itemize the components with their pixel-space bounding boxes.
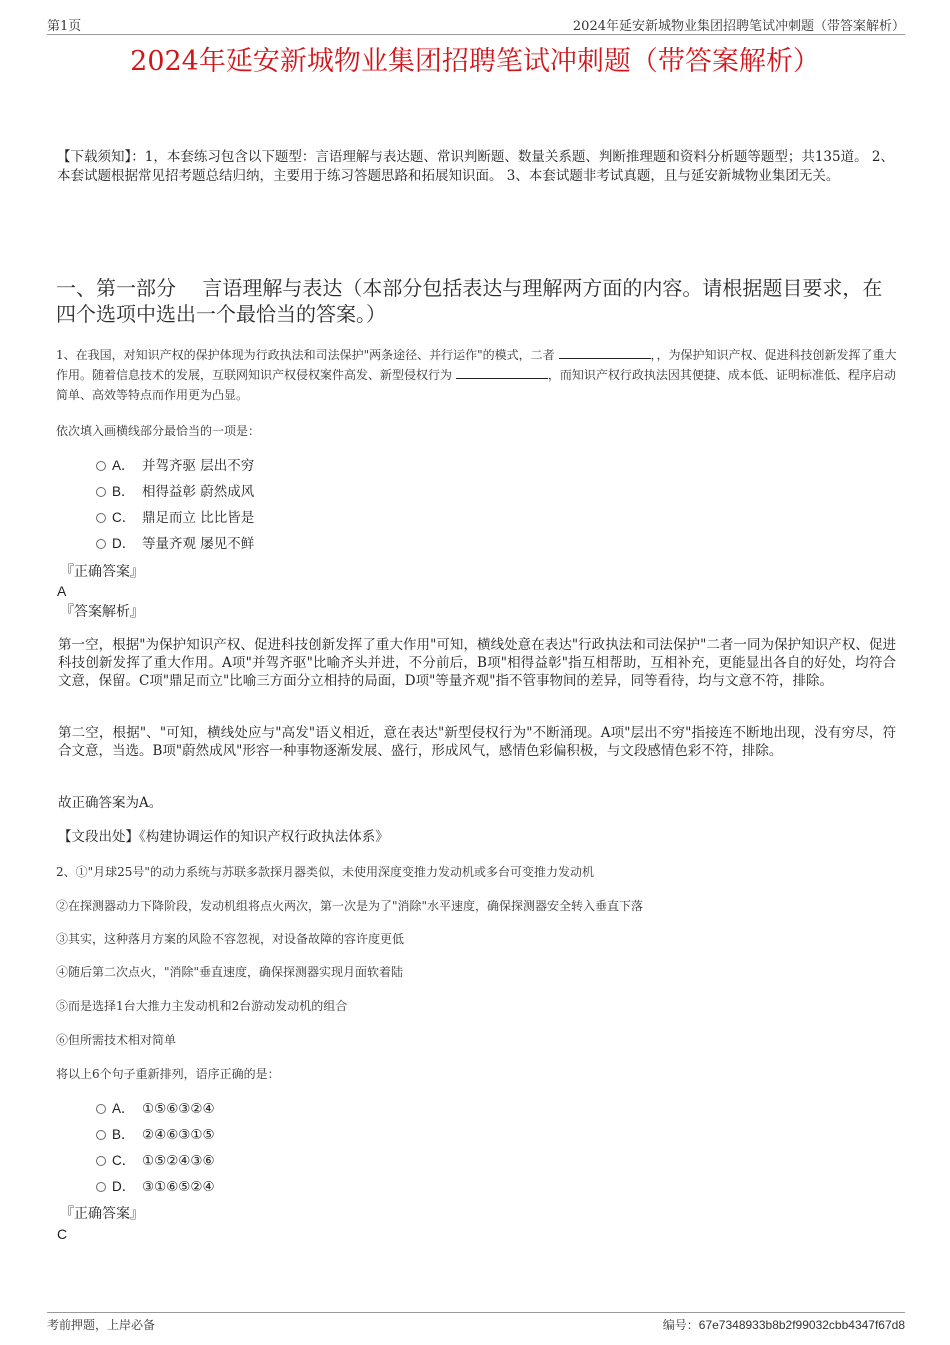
page-number: 第1页 bbox=[47, 19, 82, 34]
radio-icon[interactable] bbox=[96, 1130, 106, 1140]
q1-source: 【文段出处】《构建协调运作的知识产权行政执法体系》 bbox=[58, 829, 389, 845]
section-heading: 一、第一部分 言语理解与表达（本部分包括表达与理解两方面的内容。请根据题目要求，在四个选项中选出一个最恰当的答案。） bbox=[56, 276, 883, 326]
q1-analysis-1: 第一空，根据"为保护知识产权、促进科技创新发挥了重大作用"可知，横线处意在表达"行政执法和司法保护"二者一同为保护知识产权、促进科技创新发挥了重大作用。A项"并驾齐驱"比喻齐头并进，不分前后，B项"相得益彰"指互相帮助，互相补充，更能显出各自的好处，均符合文意，保留。C项"鼎足而立"比喻三方面分立相持的局面，D项"等量齐观"指不管事物间的差异，同等看待，均与文意不符，排除。 bbox=[58, 637, 896, 689]
q2-answer-label: 『正确答案』 bbox=[60, 1206, 144, 1222]
q2-option-b[interactable]: B． ②④⑥③①⑤ bbox=[96, 1125, 215, 1145]
footer-code: 编号：67e7348933b8b2f99032cbb4347f67d8 bbox=[662, 1318, 905, 1332]
q1-prompt: 依次填入画横线部分最恰当的一项是： bbox=[56, 424, 261, 438]
document-title: 2024年延安新城物业集团招聘笔试冲刺题（带答案解析） bbox=[130, 46, 820, 77]
page-footer bbox=[47, 1312, 905, 1335]
footer-slogan: 考前押题，上岸必备 bbox=[47, 1318, 156, 1332]
q2-option-d[interactable]: D． ③①⑥⑤②④ bbox=[96, 1177, 215, 1197]
radio-icon[interactable] bbox=[96, 1104, 106, 1114]
q2-sentence-2: ②在探测器动力下降阶段，发动机组将点火两次，第一次是为了"消除"水平速度，确保探测器安全转入垂直下落 bbox=[56, 899, 644, 913]
q1-analysis-conclusion: 故正确答案为A。 bbox=[58, 795, 163, 811]
q1-stem: 1、在我国，对知识产权的保护体现为行政执法和司法保护"两条途径、并行运作"的模式，二者 ，，为保护知识产权、促进科技创新发挥了重大作用。随着信息技术的发展，互联网知识产权侵权案件高发、新型侵权行为 ，而知识产权行政执法因其便捷、成本低、证明标准低、程序启动简单、高效等特点而作用更为凸显。 bbox=[56, 348, 897, 402]
radio-icon[interactable] bbox=[96, 1182, 106, 1192]
q2-prompt: 将以上6个句子重新排列，语序正确的是： bbox=[56, 1067, 280, 1081]
q1-blank-2 bbox=[456, 368, 548, 379]
q1-blank-1 bbox=[559, 348, 651, 359]
q2-sentence-5: ⑤而是选择1台大推力主发动机和2台游动发动机的组合 bbox=[56, 999, 348, 1013]
radio-icon[interactable] bbox=[96, 539, 106, 549]
header-doc-title: 2024年延安新城物业集团招聘笔试冲刺题（带答案解析） bbox=[572, 19, 905, 34]
q2-sentence-1: 2、①"月球25号"的动力系统与苏联多款探月器类似，未使用深度变推力发动机或多台可变推力发动机 bbox=[56, 865, 594, 879]
q1-option-c[interactable]: C． 鼎足而立 比比皆是 bbox=[96, 508, 254, 528]
radio-icon[interactable] bbox=[96, 487, 106, 497]
radio-icon[interactable] bbox=[96, 461, 106, 471]
q2-option-a[interactable]: A． ①⑤⑥③②④ bbox=[96, 1099, 215, 1119]
q2-option-c[interactable]: C． ①⑤②④③⑥ bbox=[96, 1151, 215, 1171]
q2-sentence-6: ⑥但所需技术相对简单 bbox=[56, 1033, 177, 1047]
q2-sentence-3: ③其实，这种落月方案的风险不容忽视，对设备故障的容许度更低 bbox=[56, 932, 405, 946]
q1-option-d[interactable]: D． 等量齐观 屡见不鲜 bbox=[96, 534, 254, 554]
radio-icon[interactable] bbox=[96, 513, 106, 523]
q1-answer-label: 『正确答案』 bbox=[60, 564, 144, 580]
download-notice: 【下载须知】：1，本套练习包含以下题型：言语理解与表达题、常识判断题、数量关系题、判断推理题和资料分析题等题型；共135道。 2、本套试题根据常见招考题总结归纳，主要用于练习答题思路和拓展知识面。 3、本套试题非考试真题，且与延安新城物业集团无关。 bbox=[57, 149, 894, 184]
q2-sentence-4: ④随后第二次点火，"消除"垂直速度，确保探测器实现月面软着陆 bbox=[56, 965, 404, 979]
q1-option-b[interactable]: B． 相得益彰 蔚然成风 bbox=[96, 482, 254, 502]
radio-icon[interactable] bbox=[96, 1156, 106, 1166]
q1-stem-part-a: 1、在我国，对知识产权的保护体现为行政执法和司法保护"两条途径、并行运作"的模式，二者 bbox=[56, 348, 555, 362]
q1-analysis-2: 第二空，根据"、"可知，横线处应与"高发"语义相近，意在表达"新型侵权行为"不断涌现。A项"层出不穷"指接连不断地出现，没有穷尽，符合文意，当选。B项"蔚然成风"形容一种事物逐渐发展、盛行，形成风气，感情色彩偏积极，与文段感情色彩不符，排除。 bbox=[58, 725, 896, 759]
q1-option-a[interactable]: A． 并驾齐驱 层出不穷 bbox=[96, 456, 254, 476]
q1-stem-part-b: ，为保护知识产权、促进科技创新发挥了重大作用。随着信息技术的发展，互联网知识产权侵权案件高发、新型侵权行为 bbox=[56, 348, 897, 382]
page-header bbox=[47, 14, 905, 35]
q1-answer: A bbox=[57, 583, 67, 599]
q1-analysis-label: 『答案解析』 bbox=[60, 604, 144, 620]
q1-stem-part-c: ，而知识产权行政执法因其便捷、成本低、证明标准低、程序启动简单、高效等特点而作用更为凸显。 bbox=[56, 368, 896, 402]
q2-answer: C bbox=[57, 1226, 68, 1242]
